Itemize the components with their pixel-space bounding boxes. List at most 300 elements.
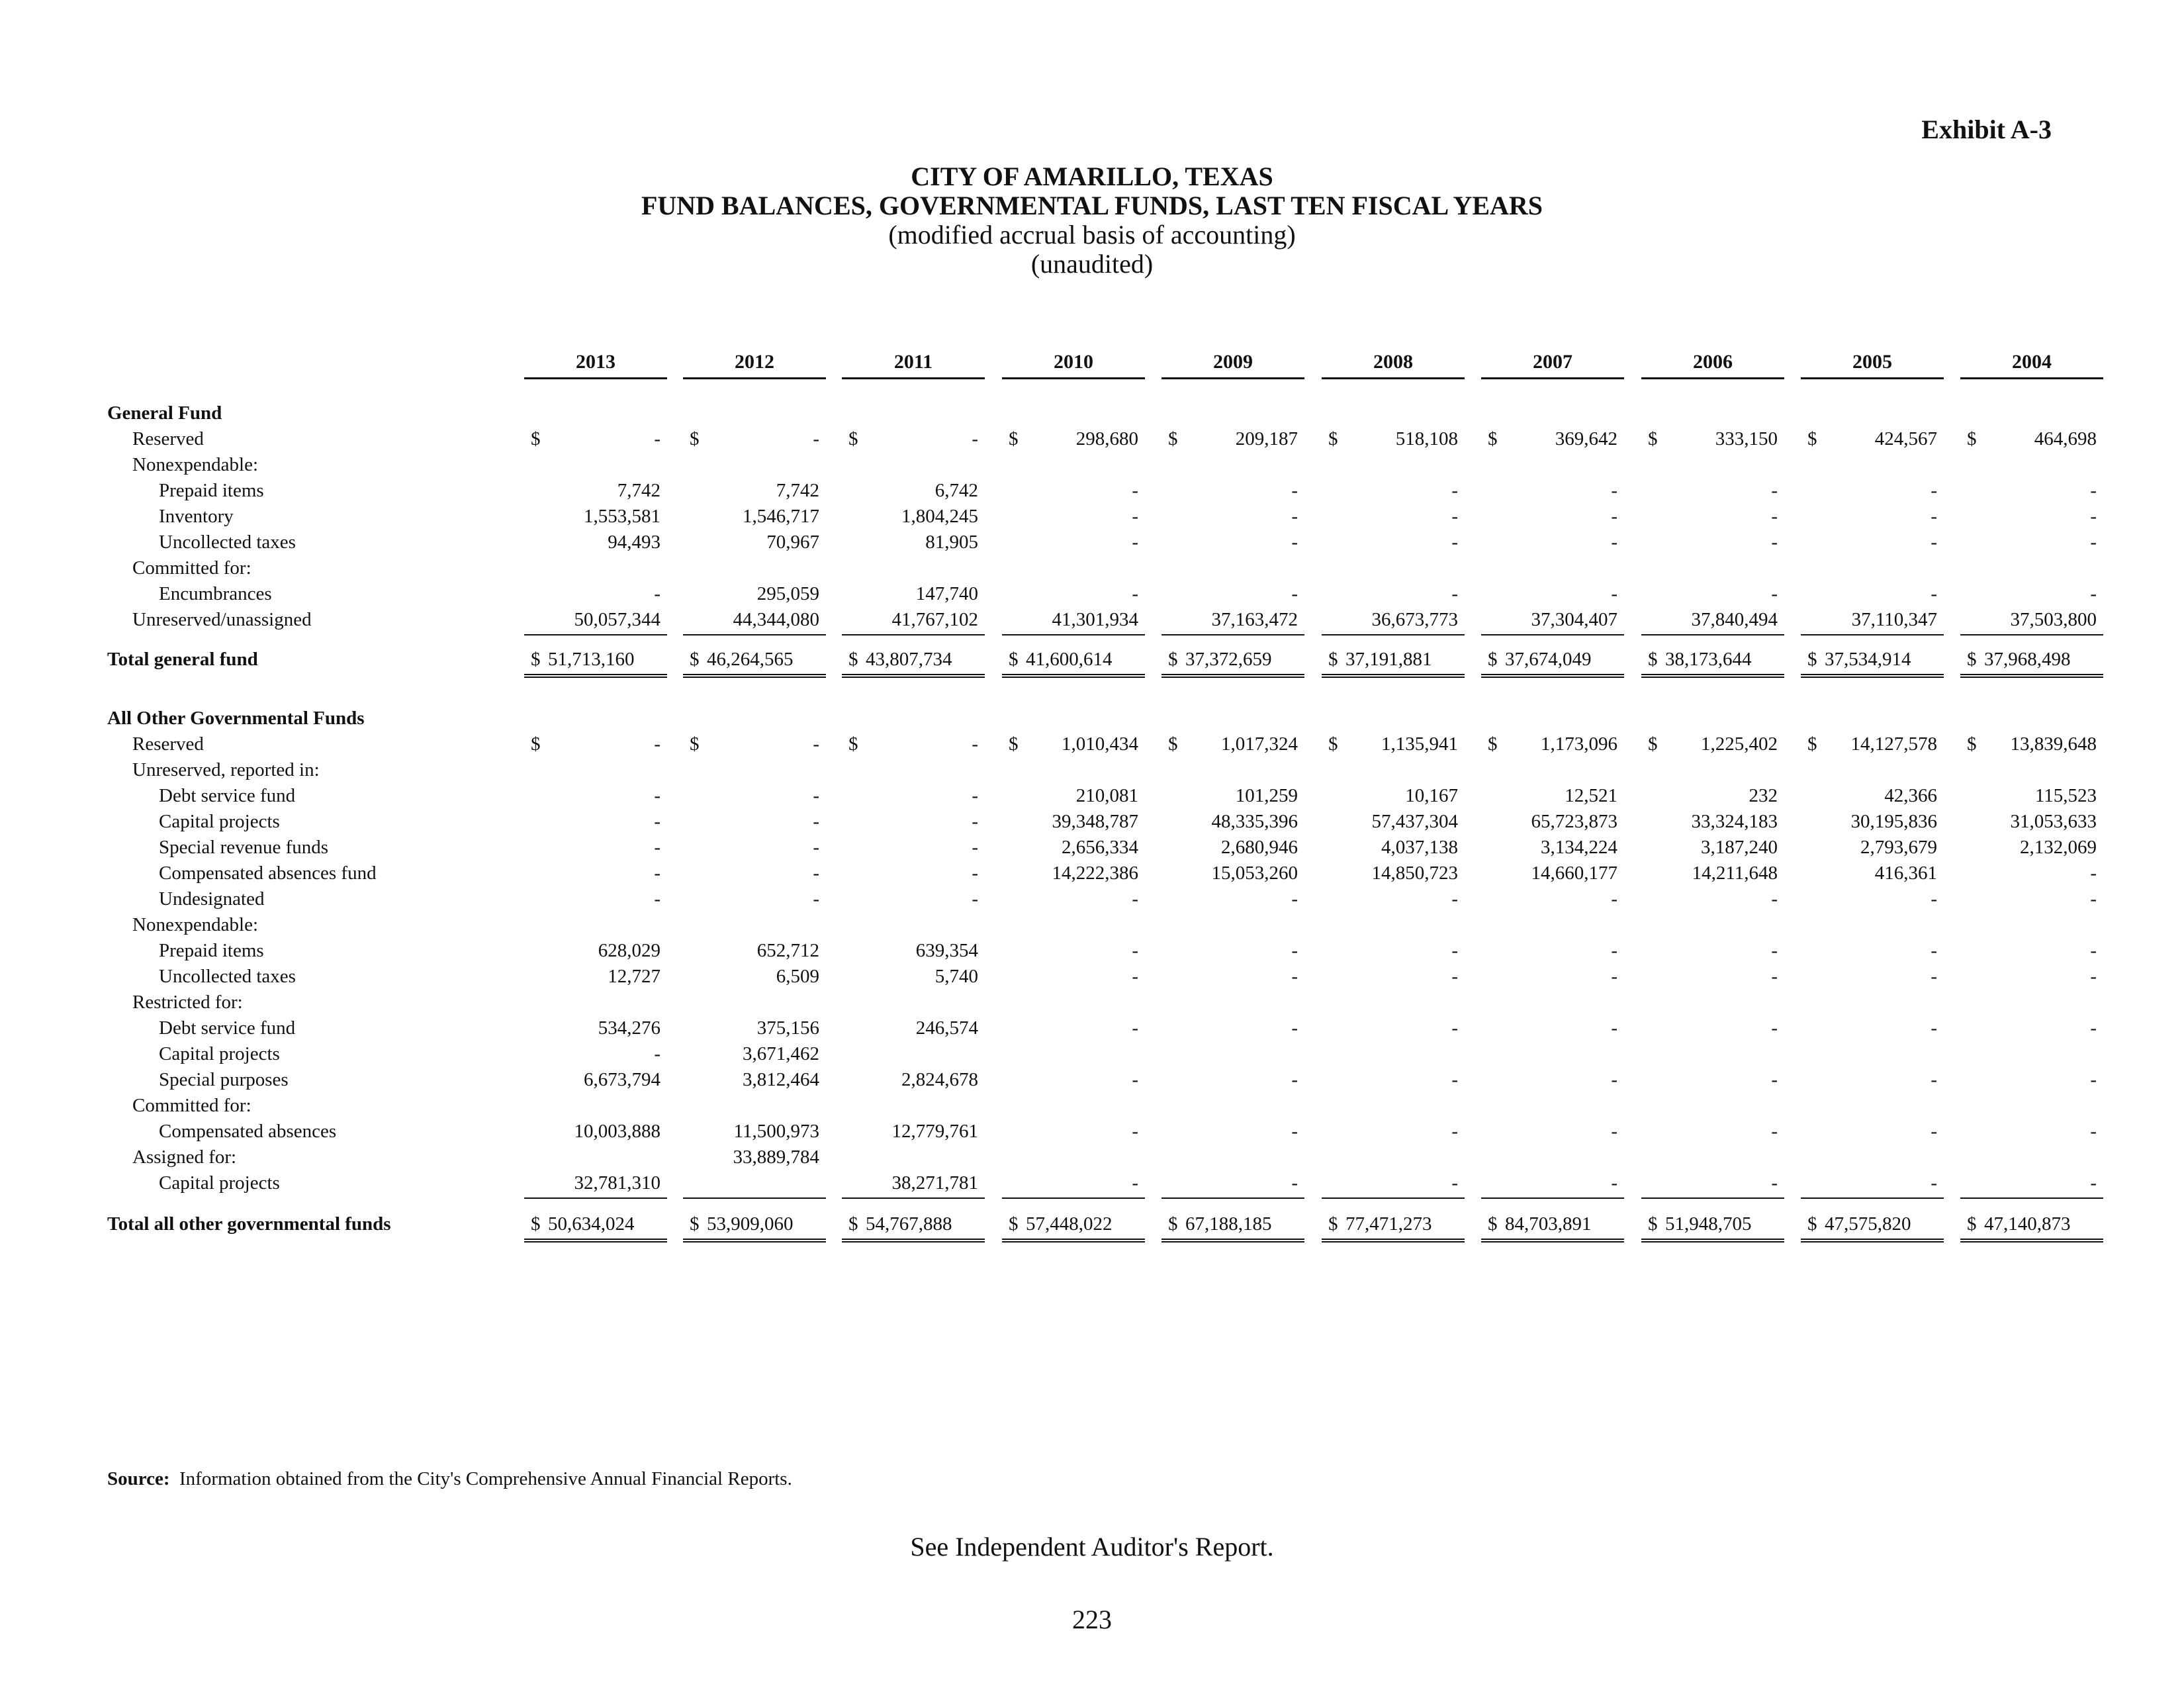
table-cell-2012 [683,428,826,453]
table-cell-2008 [1322,1172,1465,1199]
cell-value: 295,059 [756,583,819,604]
table-cell-2010 [1002,506,1145,531]
dollar-sign: $ [848,1213,858,1235]
cell-value: - [1451,480,1458,501]
table-cell-2008 [1322,428,1465,453]
table-cell-2011 [842,785,985,810]
cell-value: - [1291,480,1298,501]
dollar-sign: $ [1168,428,1178,449]
table-cell-2010 [1002,811,1145,836]
table-cell-2013 [524,1017,667,1043]
cell-value: - [972,428,978,449]
table-cell-2013 [524,940,667,965]
dollar-sign: $ [1009,733,1019,755]
table-row [0,759,2184,786]
table-row [0,888,2184,915]
table-cell-2006 [1641,785,1784,810]
cell-value: 37,372,659 [1185,649,1272,670]
table-cell-2007 [1481,1017,1624,1043]
cell-value: - [2090,583,2097,604]
row-label: Assigned for: [132,1147,237,1168]
cell-value: 1,017,324 [1221,733,1298,755]
cell-value: - [654,733,660,755]
cell-value: - [1771,940,1778,961]
table-cell-2011 [842,863,985,888]
cell-value: 46,264,565 [707,649,794,670]
dollar-sign: $ [1807,428,1817,449]
dollar-sign: $ [1009,1213,1019,1235]
table-cell-2008 [1322,506,1465,531]
table-cell-2004 [1960,1069,2103,1094]
dollar-sign: $ [848,733,858,755]
table-cell-2010 [1002,1043,1145,1068]
cell-value: 43,807,734 [866,649,952,670]
table-cell-2008 [1322,1017,1465,1043]
table-cell-2011 [842,1017,985,1043]
table-cell-2007 [1481,583,1624,608]
row-label: Encumbrances [159,583,272,604]
cell-value: 38,173,644 [1665,649,1752,670]
cell-value: - [1771,1069,1778,1090]
table-cell-2010 [1002,1213,1145,1243]
cell-value: 41,301,934 [1052,609,1138,630]
table-cell-2010 [1002,649,1145,678]
cell-value: 13,839,648 [2010,733,2097,755]
page-number: 223 [1072,1605,1112,1634]
table-row [0,609,2184,635]
table-cell-2011 [842,966,985,991]
table-cell-2007 [1481,966,1624,991]
table-row [0,532,2184,558]
table-cell-2012 [683,649,826,678]
table-cell-2008 [1322,480,1465,505]
row-label: Total general fund [107,649,258,670]
year-header-2009: 2009 [1161,351,1304,379]
cell-value: 232 [1749,785,1778,806]
cell-value: 33,324,183 [1691,811,1778,832]
table-section-row [0,1213,2184,1240]
cell-value: - [1451,1121,1458,1142]
table-row [0,1069,2184,1096]
table-cell-2007 [1481,1069,1624,1094]
row-label: Capital projects [159,811,280,832]
cell-value: - [2090,1069,2097,1090]
cell-value: 48,335,396 [1211,811,1298,832]
table-cell-2005 [1801,966,1944,991]
report-basis: (modified accrual basis of accounting) [888,220,1296,250]
cell-value: - [1931,888,1937,910]
table-section-row [0,708,2184,734]
cell-value: 37,110,347 [1851,609,1937,630]
table-row [0,506,2184,532]
table-cell-2005 [1801,888,1944,914]
cell-value: 37,534,914 [1825,649,1911,670]
table-row [0,557,2184,584]
cell-value: - [1931,940,1937,961]
table-cell-2006 [1641,888,1784,914]
table-cell-2005 [1801,1043,1944,1068]
cell-value: - [972,811,978,832]
table-row [0,785,2184,812]
table-cell-2005 [1801,785,1944,810]
row-label: All Other Governmental Funds [107,708,365,729]
table-cell-2008 [1322,1069,1465,1094]
table-cell-2011 [842,1213,985,1243]
row-label: Capital projects [159,1043,280,1064]
dollar-sign: $ [690,1213,700,1235]
table-cell-2009 [1161,583,1304,608]
cell-value: 333,150 [1715,428,1778,449]
table-row [0,1172,2184,1199]
table-cell-2013 [524,506,667,531]
row-label: Capital projects [159,1172,280,1194]
table-cell-2004 [1960,863,2103,888]
table-cell-2005 [1801,837,1944,862]
table-cell-2011 [842,940,985,965]
cell-value: 65,723,873 [1531,811,1617,832]
year-header-2006: 2006 [1641,351,1784,379]
cell-value: 14,127,578 [1850,733,1937,755]
cell-value: 70,967 [766,532,819,553]
table-cell-2012 [683,940,826,965]
table-cell-2011 [842,1069,985,1094]
row-label: General Fund [107,402,222,424]
table-cell-2007 [1481,888,1624,914]
table-cell-2011 [842,811,985,836]
table-cell-2006 [1641,428,1784,453]
table-cell-2007 [1481,1043,1624,1068]
cell-value: - [1611,532,1617,553]
table-cell-2012 [683,1043,826,1068]
cell-value: 42,366 [1884,785,1937,806]
cell-value: - [1291,1121,1298,1142]
cell-value: 37,304,407 [1531,609,1617,630]
table-cell-2007 [1481,649,1624,678]
table-cell-2009 [1161,1147,1304,1172]
table-cell-2012 [683,966,826,991]
table-cell-2013 [524,649,667,678]
cell-value: - [1611,966,1617,987]
table-cell-2010 [1002,785,1145,810]
cell-value: 15,053,260 [1211,863,1298,884]
table-cell-2009 [1161,785,1304,810]
cell-value: 7,742 [776,480,819,501]
table-cell-2004 [1960,649,2103,678]
table-row [0,1147,2184,1173]
cell-value: 1,225,402 [1701,733,1778,755]
cell-value: 51,713,160 [548,649,635,670]
cell-value: - [1611,506,1617,527]
cell-value: - [1451,506,1458,527]
cell-value: - [1931,966,1937,987]
table-cell-2013 [524,888,667,914]
cell-value: - [972,888,978,910]
cell-value: - [1931,583,1937,604]
table-cell-2013 [524,785,667,810]
table-cell-2012 [683,506,826,531]
table-cell-2006 [1641,583,1784,608]
table-cell-2009 [1161,863,1304,888]
table-cell-2006 [1641,506,1784,531]
cell-value: - [1132,532,1138,553]
dollar-sign: $ [531,428,541,449]
row-label: Reserved [132,733,204,755]
table-cell-2008 [1322,649,1465,678]
cell-value: 47,575,820 [1825,1213,1911,1235]
table-row [0,480,2184,506]
cell-value: 210,081 [1075,785,1138,806]
year-header-2012: 2012 [683,351,826,379]
table-cell-2010 [1002,1121,1145,1146]
table-cell-2012 [683,888,826,914]
cell-value: 2,680,946 [1221,837,1298,858]
table-row [0,583,2184,610]
table-cell-2009 [1161,506,1304,531]
table-cell-2005 [1801,1213,1944,1243]
table-cell-2008 [1322,785,1465,810]
table-cell-2004 [1960,583,2103,608]
cell-value: - [1451,532,1458,553]
row-label: Special purposes [159,1069,289,1090]
year-header-2007: 2007 [1481,351,1624,379]
cell-value: 6,673,794 [584,1069,660,1090]
cell-value: - [1771,583,1778,604]
table-cell-2013 [524,863,667,888]
table-cell-2008 [1322,1147,1465,1172]
row-label: Uncollected taxes [159,532,296,553]
cell-value: 652,712 [756,940,819,961]
table-cell-2011 [842,1147,985,1172]
table-cell-2005 [1801,480,1944,505]
cell-value: 12,779,761 [891,1121,978,1142]
cell-value: 77,471,273 [1345,1213,1432,1235]
cell-value: - [1132,966,1138,987]
cell-value: 31,053,633 [2010,811,2097,832]
table-cell-2007 [1481,480,1624,505]
table-cell-2006 [1641,609,1784,635]
table-cell-2006 [1641,1213,1784,1243]
table-cell-2008 [1322,1043,1465,1068]
cell-value: - [1132,940,1138,961]
row-label: Prepaid items [159,480,264,501]
cell-value: 6,509 [776,966,819,987]
dollar-sign: $ [1967,428,1977,449]
dollar-sign: $ [1328,428,1338,449]
table-cell-2004 [1960,966,2103,991]
table-cell-2009 [1161,1043,1304,1068]
cell-value: 1,010,434 [1062,733,1138,755]
table-cell-2012 [683,1069,826,1094]
cell-value: - [1771,1121,1778,1142]
cell-value: 51,948,705 [1665,1213,1752,1235]
cell-value: - [654,785,660,806]
table-cell-2010 [1002,1147,1145,1172]
dollar-sign: $ [531,649,541,670]
table-cell-2013 [524,1172,667,1199]
cell-value: - [972,863,978,884]
cell-value: - [1611,1121,1617,1142]
dollar-sign: $ [1648,649,1658,670]
row-label: Committed for: [132,1095,251,1116]
dollar-sign: $ [1807,733,1817,755]
cell-value: - [1132,888,1138,910]
cell-value: 14,660,177 [1531,863,1617,884]
table-cell-2007 [1481,733,1624,759]
table-cell-2009 [1161,733,1304,759]
table-row [0,454,2184,481]
cell-value: 39,348,787 [1052,811,1138,832]
table-cell-2006 [1641,1017,1784,1043]
cell-value: 464,698 [2034,428,2097,449]
cell-value: 12,521 [1565,785,1617,806]
table-cell-2012 [683,480,826,505]
table-cell-2004 [1960,1147,2103,1172]
cell-value: - [1451,940,1458,961]
table-cell-2013 [524,837,667,862]
dollar-sign: $ [848,428,858,449]
row-label: Inventory [159,506,234,527]
cell-value: - [1771,506,1778,527]
cell-value: - [813,428,819,449]
cell-value: - [1132,506,1138,527]
cell-value: - [2090,888,2097,910]
table-cell-2006 [1641,811,1784,836]
cell-value: 3,671,462 [743,1043,819,1064]
cell-value: - [1451,1017,1458,1039]
dollar-sign: $ [1807,649,1817,670]
table-cell-2013 [524,1213,667,1243]
table-cell-2009 [1161,480,1304,505]
table-cell-2005 [1801,428,1944,453]
table-cell-2008 [1322,1121,1465,1146]
cell-value: - [1451,1172,1458,1194]
cell-value: 3,812,464 [743,1069,819,1090]
table-cell-2004 [1960,532,2103,557]
cell-value: - [1931,506,1937,527]
row-label: Total all other governmental funds [107,1213,391,1235]
cell-value: - [813,863,819,884]
cell-value: 67,188,185 [1185,1213,1272,1235]
cell-value: - [1931,1121,1937,1142]
cell-value: 375,156 [756,1017,819,1039]
table-cell-2013 [524,811,667,836]
source-note [107,1468,792,1490]
table-cell-2006 [1641,532,1784,557]
row-label: Nonexpendable: [132,454,259,475]
cell-value: 38,271,781 [891,1172,978,1194]
cell-value: - [2090,1172,2097,1194]
dollar-sign: $ [1009,428,1019,449]
cell-value: - [1291,583,1298,604]
table-cell-2009 [1161,1121,1304,1146]
cell-value: - [972,837,978,858]
cell-value: - [813,837,819,858]
cell-value: - [2090,532,2097,553]
cell-value: - [2090,863,2097,884]
cell-value: - [1931,480,1937,501]
table-cell-2007 [1481,506,1624,531]
table-cell-2011 [842,609,985,635]
table-cell-2004 [1960,1213,2103,1243]
dollar-sign: $ [690,649,700,670]
table-cell-2012 [683,532,826,557]
cell-value: - [1132,583,1138,604]
row-label: Compensated absences fund [159,863,377,884]
table-row [0,837,2184,863]
dollar-sign: $ [1648,1213,1658,1235]
table-cell-2010 [1002,863,1145,888]
table-cell-2011 [842,532,985,557]
table-cell-2011 [842,1043,985,1068]
table-cell-2009 [1161,966,1304,991]
table-row [0,914,2184,941]
dollar-sign: $ [1648,733,1658,755]
table-cell-2010 [1002,428,1145,453]
report-heading [0,162,2184,279]
table-cell-2013 [524,428,667,453]
table-cell-2012 [683,1213,826,1243]
cell-value: 518,108 [1395,428,1458,449]
table-cell-2006 [1641,940,1784,965]
table-cell-2005 [1801,583,1944,608]
table-cell-2008 [1322,532,1465,557]
table-cell-2006 [1641,1121,1784,1146]
dollar-sign: $ [848,649,858,670]
cell-value: 37,674,049 [1505,649,1592,670]
dollar-sign: $ [1488,1213,1498,1235]
table-cell-2005 [1801,733,1944,759]
cell-value: - [1132,1121,1138,1142]
cell-value: 639,354 [915,940,978,961]
table-cell-2010 [1002,1017,1145,1043]
table-cell-2009 [1161,649,1304,678]
table-cell-2007 [1481,1213,1624,1243]
cell-value: 37,840,494 [1691,609,1778,630]
cell-value: 37,191,881 [1345,649,1432,670]
cell-value: - [972,733,978,755]
cell-value: 3,134,224 [1541,837,1617,858]
report-audit-status: (unaudited) [1030,249,1154,279]
dollar-sign: $ [1807,1213,1817,1235]
table-cell-2010 [1002,733,1145,759]
cell-value: - [1291,940,1298,961]
dollar-sign: $ [1168,733,1178,755]
cell-value: - [1611,940,1617,961]
cell-value: 50,634,024 [548,1213,635,1235]
cell-value: 53,909,060 [707,1213,794,1235]
cell-value: 41,600,614 [1026,649,1113,670]
cell-value: 30,195,836 [1850,811,1937,832]
table-row [0,1017,2184,1044]
cell-value: - [1132,1172,1138,1194]
table-cell-2004 [1960,1172,2103,1199]
table-cell-2011 [842,888,985,914]
cell-value: 1,804,245 [901,506,978,527]
table-cell-2009 [1161,940,1304,965]
table-cell-2005 [1801,940,1944,965]
dollar-sign: $ [1168,1213,1178,1235]
table-cell-2004 [1960,837,2103,862]
table-cell-2012 [683,863,826,888]
cell-value: - [1771,888,1778,910]
table-cell-2005 [1801,1172,1944,1199]
cell-value: - [1132,480,1138,501]
cell-value: - [654,888,660,910]
table-cell-2007 [1481,1172,1624,1199]
year-header-2004: 2004 [1960,351,2103,379]
dollar-sign: $ [1488,428,1498,449]
table-cell-2006 [1641,480,1784,505]
